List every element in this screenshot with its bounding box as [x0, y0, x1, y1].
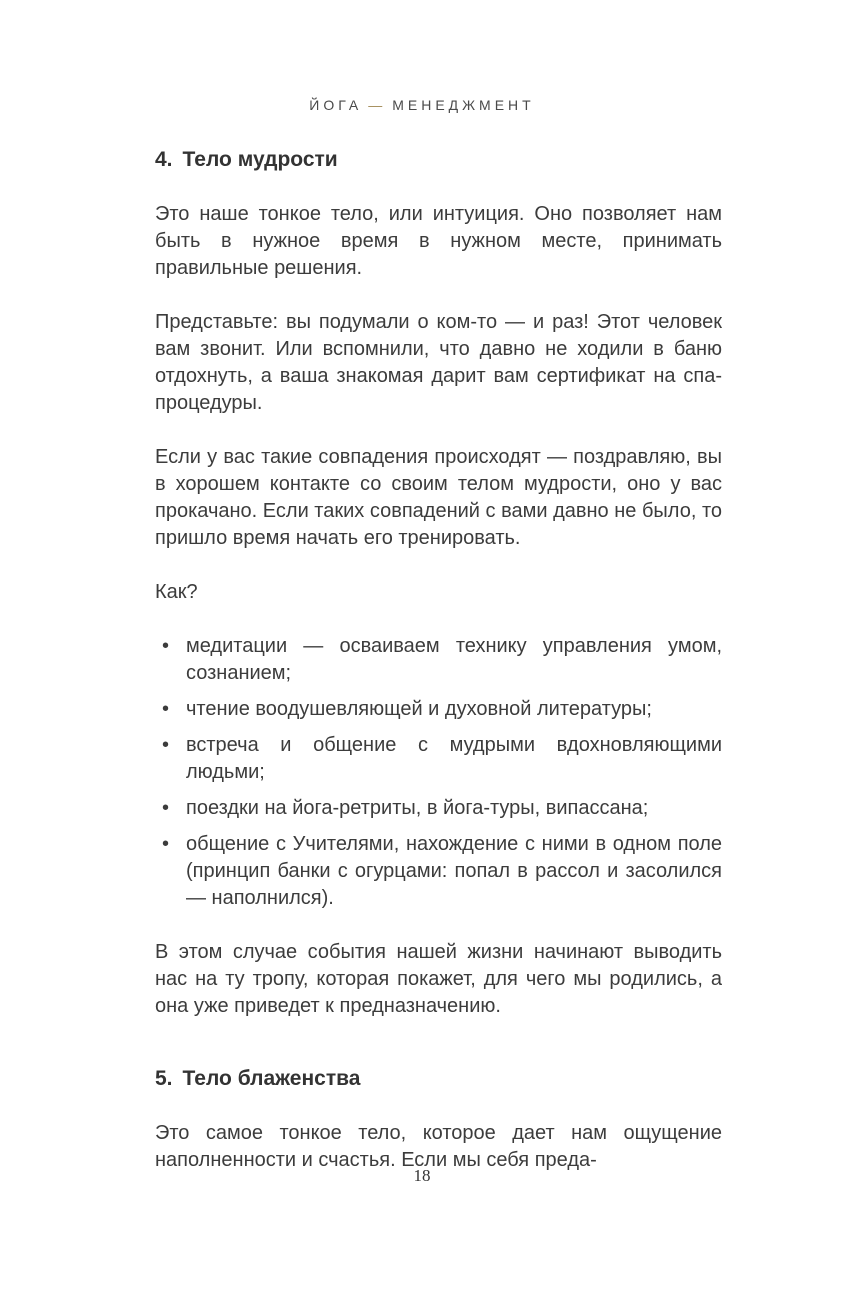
- page-footer: [0, 1166, 844, 1186]
- list-item-meetings: • встреча и общение с мудрыми вдохновляющими людьми;: [155, 732, 722, 786]
- running-head-separator: —: [368, 97, 387, 113]
- page-content: [155, 148, 722, 1201]
- section-4-heading: [155, 148, 722, 172]
- section-4-number: 4.: [155, 148, 173, 171]
- list-item-retreats: • поездки на йога-ретриты, в йога-туры, випассана;: [155, 795, 722, 822]
- list-item-meditation: • медитации — осваиваем технику управления умом, сознанием;: [155, 633, 722, 687]
- section-5-title: Тело блаженства: [182, 1067, 361, 1090]
- list-item-teachers: • общение с Учителями, нахождение с ними в одном поле (принцип банки с огурцами: попал в рассол и засолился — наполнился).: [155, 831, 722, 912]
- section-5-heading: [155, 1067, 722, 1091]
- training-methods-list: [155, 633, 722, 912]
- section-5-number: 5.: [155, 1067, 173, 1090]
- list-item-reading: • чтение воодушевляющей и духовной литературы;: [155, 696, 722, 723]
- paragraph-intuition: Это наше тонкое тело, или интуиция. Оно позволяет нам быть в нужное время в нужном месте, принимать правильные решения.: [155, 203, 722, 279]
- paragraph-path: В этом случае события нашей жизни начинают выводить нас на ту тропу, которая покажет, для чего мы родились, а она уже приведет к предназначению.: [155, 941, 722, 1017]
- paragraph-coincidences: Если у вас такие совпадения происходят — поздравляю, вы в хорошем контакте со своим телом мудрости, оно у вас прокачано. Если таких совпадений с вами давно не было, то пришло время начать его тренировать.: [155, 446, 722, 549]
- paragraph-example: Представьте: вы подумали о ком-то — и раз! Этот человек вам звонит. Или вспомнили, что давно не ходили в баню отдохнуть, а ваша знакомая дарит вам сертификат на спа-процедуры.: [155, 311, 722, 414]
- running-head: [0, 97, 844, 113]
- running-head-left: ЙОГА: [309, 97, 363, 113]
- paragraph-bliss: Это самое тонкое тело, которое дает нам ощущение наполненности и счастья. Если мы себя преда-: [155, 1122, 722, 1171]
- running-head-right: МЕНЕДЖМЕНТ: [392, 97, 535, 113]
- page-number: 18: [413, 1166, 431, 1185]
- paragraph-how: Как?: [155, 581, 198, 603]
- section-4-title: Тело мудрости: [182, 148, 338, 171]
